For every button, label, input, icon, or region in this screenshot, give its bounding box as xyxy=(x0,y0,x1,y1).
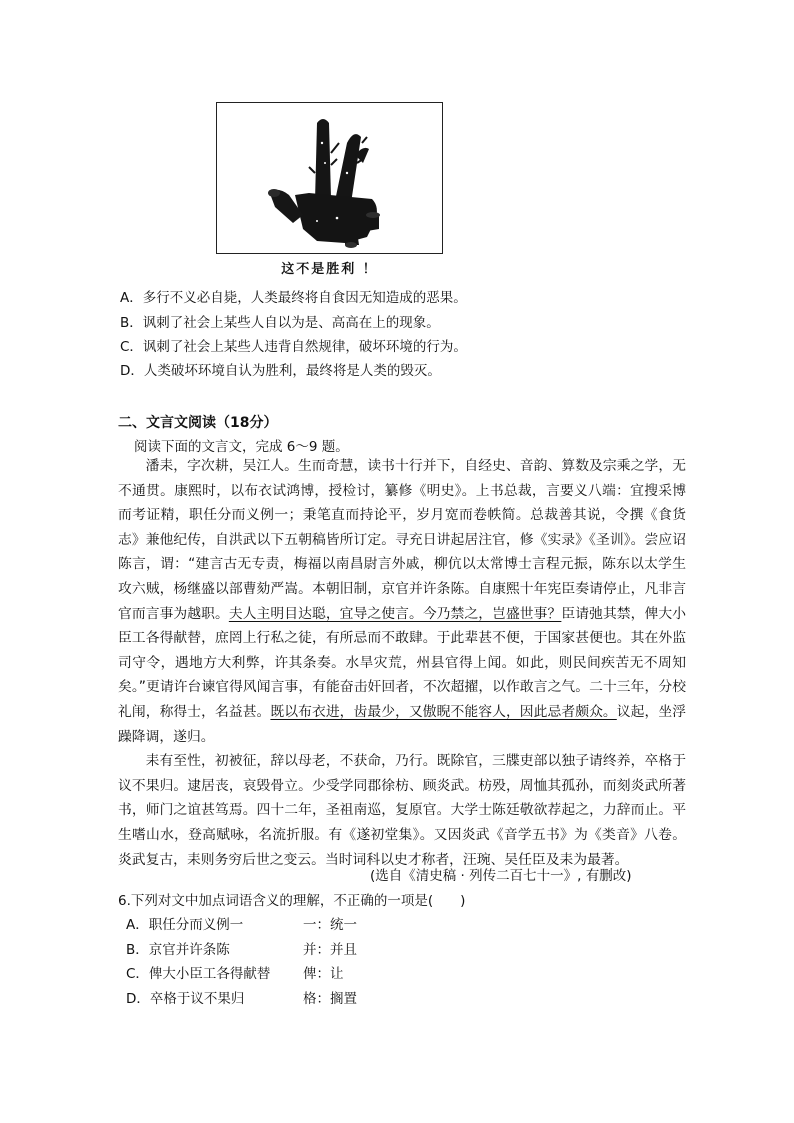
illustration-frame xyxy=(216,102,443,254)
classical-passage xyxy=(118,454,686,872)
figure-option-c: C．讽刺了社会上某些人违背自然规律，破坏环境的行为。 xyxy=(120,339,467,355)
figure-option-a: A．多行不义必自毙，人类最终将自食因无知造成的恶果。 xyxy=(120,290,467,306)
option-text: B．京官并许条陈 xyxy=(126,942,230,958)
passage-text: 臣请弛其禁，俾大小臣工各得献替，庶罔上行私之徒，有所忌而不敢肆。于此辈甚不便，于国家甚便也。其在外监司守令，遇地方大利弊，许其条奏。水旱灾荒，州县官得上闻。如此，则民间疾苦无不周知矣。”更请许台谏官得风闻言事，有能奋击奸回者，不次超擢，以作敢言之气。二十三年，分校礼闱，称得士，名益甚。 xyxy=(118,605,687,720)
underlined-sentence: 夫人主明目达聪，宜导之使言。今乃禁之，岂盛世事？ xyxy=(228,605,562,622)
section-title: 二、文言文阅读（18分） xyxy=(118,415,278,431)
passage-paragraph-2: 耒有至性，初被征，辞以母老，不获命，乃行。既除官，三牒吏部以独子请终养，卒格于议不果归。逮居丧，哀毁骨立。少受学同郡徐枋、顾炎武。枋殁，周恤其孤孙，而刻炎武所著书，师门之谊甚笃焉。四十二年，圣祖南巡，复原官。大学士陈廷敬欲荐起之，力辞而止。平生嗜山水，登高赋咏，名流折服。有《遂初堂集》。又因炎武《音学五书》为《类音》八卷。炎武复古，耒则务穷后世之变云。当时词科以史才称者，汪琬、吴任臣及耒为最著。 xyxy=(118,753,686,868)
option-gloss: 一：统一 xyxy=(303,917,357,933)
question-6-stem: 6.下列对文中加点词语含义的理解，不正确的一项是( ) xyxy=(118,893,466,909)
question-option xyxy=(126,938,357,958)
passage-source: (选自《清史稿 · 列传二百七十一》, 有删改) xyxy=(370,868,632,884)
section-intro: 阅读下面的文言文，完成 6～9 题。 xyxy=(134,439,349,455)
figure-option-b: B．讽刺了社会上某些人自以为是、高高在上的现象。 xyxy=(120,315,440,331)
option-gloss: 俾：让 xyxy=(303,966,344,982)
option-text: C．俾大小臣工各得献替 xyxy=(126,966,271,982)
v-sign-tree-hand-image xyxy=(217,103,442,253)
passage-text: 潘耒，字次耕，吴江人。生而奇慧，读书十行并下，自经史、音韵、算数及宗乘之学，无不通贯。康熙时，以布衣试鸿博，授检讨，纂修《明史》。上书总裁，言要义八端：宜搜采博而考证精，职任分而义例一；秉笔直而持论平，岁月宽而卷帙简。总裁善其说，令撰《食货志》兼他纪传，自洪武以下五朝稿皆所订定。寻充日讲起居注官，修《实录》《圣训》。尝应诏陈言，谓：“建言古无专责，梅福以南昌尉言外戚，柳伉以太常博士言程元振，陈东以太学生攻六贼，杨继盛以部曹劾严嵩。本朝旧制，京官并许条陈。自康熙十年宪臣奏请停止，凡非言官而言事为越职。 xyxy=(118,458,686,622)
figure-option-d: D．人类破坏环境自认为胜利，最终将是人类的毁灭。 xyxy=(120,363,441,379)
question-option xyxy=(126,913,357,933)
passage-text: 议起，坐浮躁降调，遂归。 xyxy=(118,703,687,745)
option-gloss: 并：并且 xyxy=(303,942,357,958)
question-option xyxy=(126,962,344,982)
option-text: A．职任分而义例一 xyxy=(126,917,244,933)
option-gloss: 格：搁置 xyxy=(303,991,357,1007)
figure-caption: 这不是胜利 ！ xyxy=(281,262,378,277)
underlined-sentence: 既以布衣进，齿最少，又傲睨不能容人，因此忌者颇众。 xyxy=(270,703,617,720)
question-option xyxy=(126,987,357,1007)
passage-paragraph-1 xyxy=(118,454,686,749)
option-text: D．卒格于议不果归 xyxy=(126,991,245,1007)
